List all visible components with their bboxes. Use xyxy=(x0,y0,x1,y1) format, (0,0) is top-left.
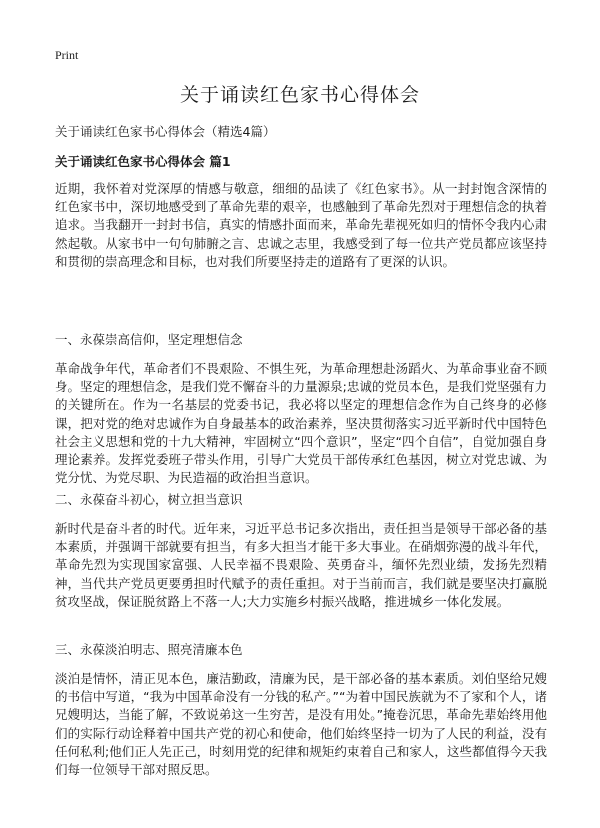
paragraph-3: 淡泊是情怀，清正见本色，廉洁勤政，清廉为民，是干部必备的基本素质。刘伯坚给兄嫂的书信中写道，“我为中国革命没有一分钱的私产。”“为着中国民族就为不了家和个人，诸兄嫂明达，当能了解，不致说弟这一生穷苦，是没有用处。”掩卷沉思，革命先辈始终用他们的实际行动诠释着中国共产党的初心和使命，他们始终坚持一切为了人民的利益，没有任何私利;他们正人先正己，时刻用党的纪律和规矩约束着自己和家人，这些都值得今天我们每一位领导干部对照反思。 xyxy=(55,671,547,778)
sub-heading-3: 三、永葆淡泊明志、照亮清廉本色 xyxy=(55,642,243,657)
sub-heading-1: 一、永葆崇高信仰，坚定理想信念 xyxy=(55,332,243,347)
section-heading: 关于诵读红色家书心得体会 篇1 xyxy=(55,154,231,169)
paragraph-2: 新时代是奋斗者的时代。近年来，习近平总书记多次指出，责任担当是领导干部必备的基本素质，并强调干部就要有担当，有多大担当才能干多大事业。在硝烟弥漫的战斗年代，革命先烈为实现国家富强、人民幸福不畏艰险、英勇奋斗，缅怀先烈业绩，发扬先烈精神，当代共产党员更要勇担时代赋予的责任重担。对于当前而言，我们就是要坚决打赢脱贫攻坚战，保证脱贫路上不落一人;大力实施乡村振兴战略，推进城乡一体化发展。 xyxy=(55,521,547,609)
paragraph-1: 革命战争年代，革命者们不畏艰险、不惧生死，为革命理想赴汤蹈火、为革命事业奋不顾身。坚定的理想信念，是我们党不懈奋斗的力量源泉;忠诚的党员本色，是我们党坚强有力的关键所在。作为一名基层的党委书记，我必将以坚定的理想信念作为自己终身的必修课，把对党的绝对忠诚作为自身最基本的政治素养，坚决贯彻落实习近平新时代中国特色社会主义思想和党的十九大精神，牢固树立“四个意识”，坚定“四个自信”，自觉加强自身理论素养。发挥党委班子带头作用，引导广大党员干部传承红色基因，树立对党忠诚、为党分忧、为党尽职、为民造福的政治担当意识。 xyxy=(55,361,547,486)
page-title: 关于诵读红色家书心得体会 xyxy=(179,84,420,106)
intro-paragraph: 近期，我怀着对党深厚的情感与敬意，细细的品读了《红色家书》。从一封封饱含深情的红色家书中，深切地感受到了革命先辈的艰辛，也感触到了革命先烈对于理想信念的执着追求。当我翻开一封封书信，真实的情感扑面而来，革命先辈视死如归的情怀令我内心肃然起敬。从家书中一句句肺腑之言、忠诚之志里，我感受到了每一位共产党员都应该坚持和贯彻的崇高理念和目标，也对我们所要坚持走的道路有了更深的认识。 xyxy=(55,181,547,269)
sub-heading-2: 二、永葆奋斗初心，树立担当意识 xyxy=(55,492,243,507)
print-label: Print xyxy=(55,48,79,62)
document-subtitle: 关于诵读红色家书心得体会（精选4篇） xyxy=(55,124,276,139)
